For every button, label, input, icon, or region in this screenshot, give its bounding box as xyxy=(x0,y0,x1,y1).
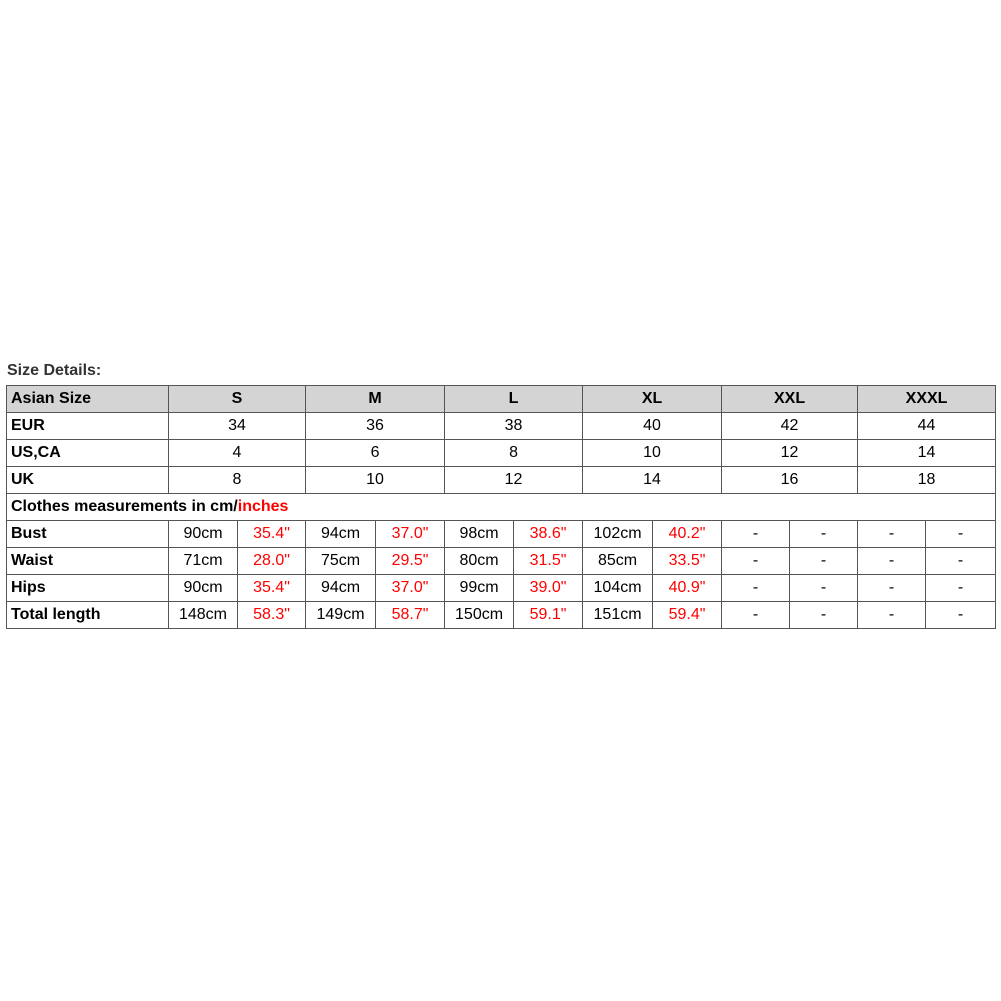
measurements-title xyxy=(7,494,996,521)
measurements-title-prefix: Clothes measurements in cm/ xyxy=(11,498,238,515)
table-cell: 4 xyxy=(169,440,306,467)
inch-value-cell: 37.0" xyxy=(376,575,445,602)
table-cell: 104cm xyxy=(583,575,653,602)
inch-value-cell: 59.4" xyxy=(653,602,722,629)
inch-value-cell: 37.0" xyxy=(376,521,445,548)
size-chart-table xyxy=(6,385,996,629)
table-cell: 42 xyxy=(722,413,858,440)
measurements-title-highlight: inches xyxy=(237,498,289,515)
table-cell: - xyxy=(790,575,858,602)
inch-value-cell: 28.0" xyxy=(238,548,306,575)
table-cell: 14 xyxy=(858,440,996,467)
table-cell: - xyxy=(722,521,790,548)
table-cell: 10 xyxy=(306,467,445,494)
inch-value-cell: 59.1" xyxy=(514,602,583,629)
table-cell: 80cm xyxy=(445,548,514,575)
inch-value-cell: 33.5" xyxy=(653,548,722,575)
row-label: Waist xyxy=(7,548,169,575)
row-label: US,CA xyxy=(7,440,169,467)
table-cell: 12 xyxy=(722,440,858,467)
table-cell: - xyxy=(858,521,926,548)
table-cell: 71cm xyxy=(169,548,238,575)
table-cell: - xyxy=(790,548,858,575)
inch-value-cell: 39.0" xyxy=(514,575,583,602)
table-cell: - xyxy=(722,602,790,629)
conversion-row-us-ca xyxy=(7,440,996,467)
table-cell: - xyxy=(926,575,996,602)
table-cell: - xyxy=(790,521,858,548)
table-cell: - xyxy=(722,575,790,602)
table-cell: 36 xyxy=(306,413,445,440)
table-cell: 40 xyxy=(583,413,722,440)
table-cell: 44 xyxy=(858,413,996,440)
table-cell: - xyxy=(926,602,996,629)
header-row xyxy=(7,386,996,413)
table-cell: 10 xyxy=(583,440,722,467)
measurement-row-waist xyxy=(7,548,996,575)
size-header-l: L xyxy=(445,386,583,413)
measurement-row-hips xyxy=(7,575,996,602)
table-cell: 90cm xyxy=(169,575,238,602)
conversion-row-eur xyxy=(7,413,996,440)
table-cell: - xyxy=(858,602,926,629)
inch-value-cell: 40.2" xyxy=(653,521,722,548)
table-cell: - xyxy=(926,548,996,575)
table-cell: 12 xyxy=(445,467,583,494)
measurements-title-row xyxy=(7,494,996,521)
inch-value-cell: 35.4" xyxy=(238,521,306,548)
size-header-m: M xyxy=(306,386,445,413)
table-cell: 149cm xyxy=(306,602,376,629)
table-cell: - xyxy=(926,521,996,548)
table-cell: 94cm xyxy=(306,521,376,548)
page-title: Size Details: xyxy=(7,362,102,379)
table-cell: 8 xyxy=(169,467,306,494)
table-cell: 151cm xyxy=(583,602,653,629)
inch-value-cell: 38.6" xyxy=(514,521,583,548)
table-cell: 99cm xyxy=(445,575,514,602)
measurement-row-total-length xyxy=(7,602,996,629)
measurement-row-bust xyxy=(7,521,996,548)
row-label: Total length xyxy=(7,602,169,629)
size-header-xxl: XXL xyxy=(722,386,858,413)
header-label: Asian Size xyxy=(7,386,169,413)
conversion-row-uk xyxy=(7,467,996,494)
table-cell: 6 xyxy=(306,440,445,467)
size-header-s: S xyxy=(169,386,306,413)
table-cell: 38 xyxy=(445,413,583,440)
inch-value-cell: 29.5" xyxy=(376,548,445,575)
size-header-xxxl: XXXL xyxy=(858,386,996,413)
table-cell: 148cm xyxy=(169,602,238,629)
table-cell: - xyxy=(722,548,790,575)
row-label: EUR xyxy=(7,413,169,440)
inch-value-cell: 58.3" xyxy=(238,602,306,629)
row-label: Bust xyxy=(7,521,169,548)
table-cell: 34 xyxy=(169,413,306,440)
table-cell: 90cm xyxy=(169,521,238,548)
row-label: UK xyxy=(7,467,169,494)
row-label: Hips xyxy=(7,575,169,602)
size-header-xl: XL xyxy=(583,386,722,413)
table-cell: 8 xyxy=(445,440,583,467)
table-cell: - xyxy=(858,575,926,602)
table-cell: 98cm xyxy=(445,521,514,548)
inch-value-cell: 58.7" xyxy=(376,602,445,629)
size-chart-body xyxy=(7,386,996,629)
table-cell: - xyxy=(790,602,858,629)
table-cell: 150cm xyxy=(445,602,514,629)
table-cell: 14 xyxy=(583,467,722,494)
table-cell: 75cm xyxy=(306,548,376,575)
table-cell: - xyxy=(858,548,926,575)
table-cell: 94cm xyxy=(306,575,376,602)
table-cell: 85cm xyxy=(583,548,653,575)
inch-value-cell: 40.9" xyxy=(653,575,722,602)
inch-value-cell: 31.5" xyxy=(514,548,583,575)
table-cell: 18 xyxy=(858,467,996,494)
table-cell: 102cm xyxy=(583,521,653,548)
inch-value-cell: 35.4" xyxy=(238,575,306,602)
table-cell: 16 xyxy=(722,467,858,494)
